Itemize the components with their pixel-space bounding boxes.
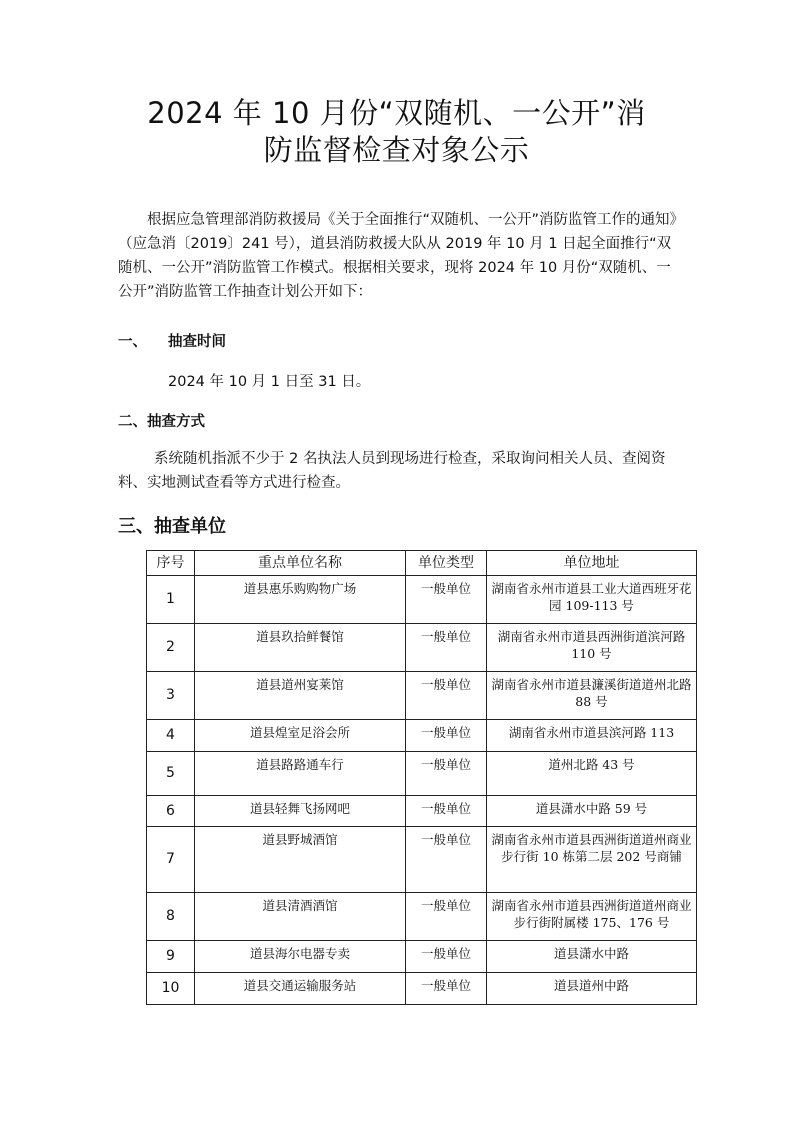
row-seq: 3 <box>147 672 195 720</box>
row-seq: 8 <box>147 893 195 941</box>
page-title-line-1: 2024 年 10 月份“双随机、一公开”消 <box>147 96 646 130</box>
row-unit-address: 湖南省永州市道县西洲街道道州商业步行街 10 栋第二层 202 号商铺 <box>487 827 697 893</box>
row-unit-address: 道县潇水中路 59 号 <box>487 796 697 827</box>
row-unit-type: 一般单位 <box>406 973 487 1005</box>
header-unit-address: 单位地址 <box>487 551 697 576</box>
row-seq: 5 <box>147 752 195 796</box>
section-3-heading: 三、抽查单位 <box>118 516 226 537</box>
table-row <box>147 893 697 941</box>
header-unit-name: 重点单位名称 <box>195 551 406 576</box>
row-unit-type: 一般单位 <box>406 893 487 941</box>
section-1-title: 抽查时间 <box>168 334 226 350</box>
row-seq: 9 <box>147 941 195 973</box>
inspection-units-table <box>146 550 697 1005</box>
row-unit-name: 道县轻舞飞扬网吧 <box>195 796 406 827</box>
row-unit-address: 湖南省永州市道县西洲街道滨河路 110 号 <box>487 624 697 672</box>
table-row <box>147 720 697 752</box>
page-title-line-2: 防监督检查对象公示 <box>263 133 530 167</box>
row-unit-type: 一般单位 <box>406 796 487 827</box>
row-unit-address: 湖南省永州市道县工业大道西班牙花园 109-113 号 <box>487 576 697 624</box>
section-2-heading: 二、抽查方式 <box>118 414 205 430</box>
table-row <box>147 672 697 720</box>
row-unit-name: 道县道州宴莱馆 <box>195 672 406 720</box>
section-1-body: 2024 年 10 月 1 日至 31 日。 <box>168 374 371 390</box>
row-unit-name: 道县野城酒馆 <box>195 827 406 893</box>
row-unit-name: 道县惠乐购购物广场 <box>195 576 406 624</box>
row-unit-type: 一般单位 <box>406 624 487 672</box>
table-row <box>147 827 697 893</box>
row-seq: 6 <box>147 796 195 827</box>
row-unit-type: 一般单位 <box>406 941 487 973</box>
table-header-row <box>147 551 697 576</box>
table-row <box>147 796 697 827</box>
header-unit-type: 单位类型 <box>406 551 487 576</box>
row-unit-type: 一般单位 <box>406 720 487 752</box>
row-unit-address: 道州北路 43 号 <box>487 752 697 796</box>
row-unit-address: 湖南省永州市道县濂溪街道道州北路 88 号 <box>487 672 697 720</box>
row-unit-type: 一般单位 <box>406 827 487 893</box>
row-unit-name: 道县煌室足浴会所 <box>195 720 406 752</box>
header-seq: 序号 <box>147 551 195 576</box>
row-seq: 10 <box>147 973 195 1005</box>
row-seq: 7 <box>147 827 195 893</box>
row-unit-name: 道县海尔电器专卖 <box>195 941 406 973</box>
row-unit-name: 道县玖拾鲜餐馆 <box>195 624 406 672</box>
row-unit-type: 一般单位 <box>406 752 487 796</box>
row-seq: 2 <box>147 624 195 672</box>
section-2-body: 系统随机指派不少于 2 名执法人员到现场进行检查，采取询问相关人员、查阅资料、实地测试查看等方式进行检查。 <box>118 451 666 491</box>
intro-paragraph: 根据应急管理部消防救援局《关于全面推行“双随机、一公开”消防监管工作的通知》（应急消〔2019〕241 号），道县消防救援大队从 2019 年 10 月 1 日起全面推行“双随机、一公开”消防监管工作模式。根据相关要求，现将 2024 年 10 月份“双随机、一公开”消防监管工作抽查计划公开如下： <box>118 212 677 300</box>
table-row <box>147 752 697 796</box>
table-row <box>147 624 697 672</box>
row-unit-address: 道县道州中路 <box>487 973 697 1005</box>
table-row <box>147 941 697 973</box>
row-unit-type: 一般单位 <box>406 672 487 720</box>
row-unit-name: 道县路路通车行 <box>195 752 406 796</box>
section-1-number: 一、 <box>118 334 147 350</box>
section-1-heading <box>118 330 226 351</box>
table-row <box>147 576 697 624</box>
table-row <box>147 973 697 1005</box>
row-unit-address: 湖南省永州市道县西洲街道道州商业步行街附属楼 175、176 号 <box>487 893 697 941</box>
row-seq: 4 <box>147 720 195 752</box>
row-unit-type: 一般单位 <box>406 576 487 624</box>
row-unit-name: 道县交通运输服务站 <box>195 973 406 1005</box>
row-seq: 1 <box>147 576 195 624</box>
row-unit-name: 道县清酒酒馆 <box>195 893 406 941</box>
row-unit-address: 湖南省永州市道县滨河路 113 <box>487 720 697 752</box>
row-unit-address: 道县潇水中路 <box>487 941 697 973</box>
